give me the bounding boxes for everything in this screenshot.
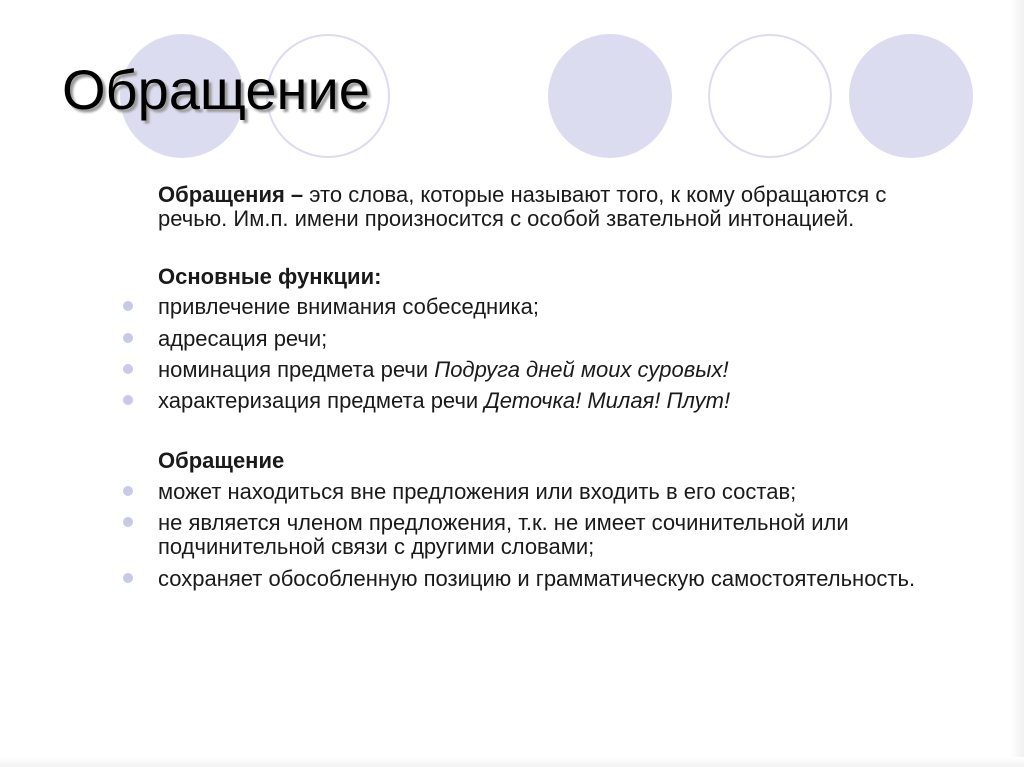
functions-heading: Основные функции: [158,264,382,289]
list-item-text: номинация предмета речи [158,357,435,382]
bullet-icon [123,517,133,527]
list-item [158,358,938,382]
list-item [158,327,938,351]
list-item-text: характеризация предмета речи [158,388,485,413]
decor-circle-filled [548,34,672,158]
list-item-text: может находиться вне предложения или входить в его состав; [158,479,797,504]
decor-circle-outline [708,34,832,158]
list-item-text: адресация речи; [158,326,328,351]
list-item-example: Подруга дней моих суровых! [434,357,729,382]
list-item [158,389,938,413]
list-item-text: не является членом предложения, т.к. не имеет сочинительной или подчинительной связи с другими словами; [158,510,849,559]
decor-circle-filled [849,34,973,158]
list-item-example: Деточка! Милая! Плут! [484,388,731,413]
definition-paragraph [158,183,938,231]
bullet-icon [123,486,133,496]
list-item-text: привлечение внимания собеседника; [158,294,539,319]
slide-edge-shadow [1010,0,1024,767]
properties-heading: Обращение [158,448,285,473]
list-item-text: сохраняет обособленную позицию и грамматическую самостоятельность. [158,566,916,591]
bullet-icon [123,333,133,343]
bullet-icon [123,395,133,405]
list-item [158,567,938,591]
list-item [158,480,938,504]
bullet-icon [123,364,133,374]
bullet-icon [123,301,133,311]
bullet-icon [123,573,133,583]
list-item [158,295,938,319]
definition-text: это слова, которые называют того, к кому обращаются с речью. Им.п. имени произносится с особой звательной интонацией. [158,182,887,231]
slide-edge-shadow-bottom [0,757,1024,767]
list-item [158,511,938,559]
slide-title: Обращение [62,58,370,121]
definition-term: Обращения – [158,182,304,207]
